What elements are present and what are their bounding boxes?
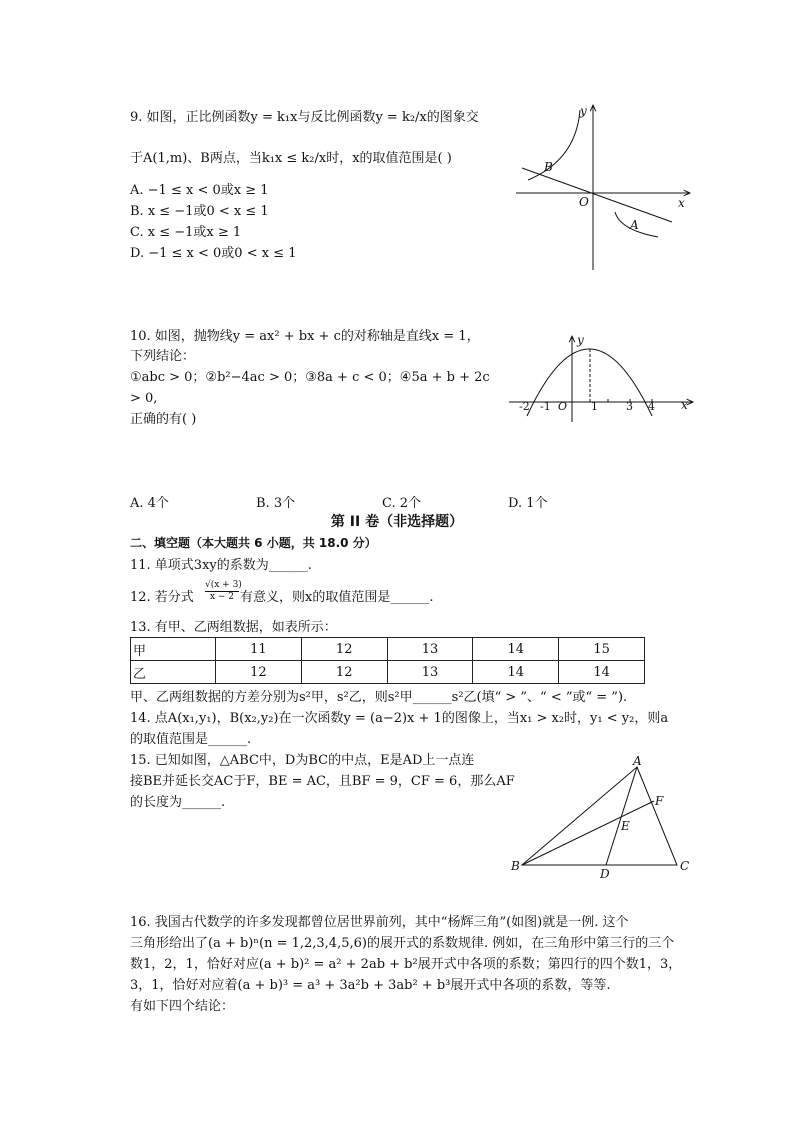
q15-label-c: C [680, 859, 690, 873]
q10-tick-neg2: -2 [519, 400, 530, 413]
q10-label-x: x [681, 398, 688, 412]
q9-text-line1: 9. 如图，正比例函数y = k₁x与反比例函数y = k₂/x的图象交 [130, 110, 479, 125]
q12-numerator: √(x + 3) [205, 580, 242, 590]
q10-tick-3: 3 [626, 400, 633, 413]
q10-prompt: 正确的有( ) [130, 412, 197, 427]
q13-intro: 13. 有甲、乙两组数据，如表所示： [130, 620, 337, 635]
q10-conclusions-cont: > 0, [130, 391, 158, 406]
q9-label-o: O [579, 195, 589, 209]
table-cell: 13 [387, 661, 473, 684]
q13-after: 甲、乙两组数据的方差分别为s²甲，s²乙，则s²甲______s²乙(填“ > ”、“ < ”或“ = ”). [130, 690, 628, 705]
table-cell: 11 [216, 638, 302, 661]
q13-row-label-jia: 甲 [131, 638, 216, 661]
q9-option-c: C. x ≤ −1或x ≥ 1 [130, 225, 242, 240]
table-cell: 12 [301, 638, 387, 661]
q15-label-b: B [511, 859, 520, 873]
q15-label-a: A [633, 755, 642, 768]
q16-line2: 三角形给出了(a + b)ⁿ(n = 1,2,3,4,5,6)的展开式的系数规律. 例如，在三角形中第三行的三个 [130, 936, 675, 951]
q10-conclusions: ①abc > 0；②b²−4ac > 0；③8a + c < 0；④5a + b + 2c [130, 370, 490, 385]
table-cell: 14 [559, 661, 645, 684]
q15-figure [505, 755, 700, 880]
q12-before: 12. 若分式 [130, 590, 194, 605]
q9-option-b: B. x ≤ −1或0 < x ≤ 1 [130, 204, 269, 219]
part2-title: 第 II 卷（非选择题） [330, 514, 464, 530]
table-cell: 12 [216, 661, 302, 684]
q10-option-b: B. 3个 [256, 496, 296, 511]
q12-after: 有意义，则x的取值范围是______. [240, 590, 434, 605]
q9-label-b: B [544, 160, 553, 174]
q10-figure [505, 330, 700, 425]
q9-hyperbola-upper-left [528, 110, 580, 180]
q12-fraction [205, 580, 242, 603]
q15-label-e: E [621, 819, 630, 833]
table-cell: 14 [473, 638, 559, 661]
q10-tick-neg1: -1 [540, 400, 551, 413]
q9-line [522, 168, 672, 222]
q15-line2: 接BE并延长交AC于F，BE = AC，且BF = 9，CF = 6，那么AF [130, 774, 515, 789]
q14-line2: 的取值范围是______. [130, 732, 252, 747]
q15-line3: 的长度为______. [130, 795, 226, 810]
table-cell: 12 [301, 661, 387, 684]
table-row [131, 661, 645, 684]
q9-label-y: y [580, 104, 587, 118]
table-row [131, 638, 645, 661]
q10-tick-4: 4 [648, 400, 655, 413]
q15-triangle-abc [522, 767, 677, 865]
q10-text-line1: 10. 如图，抛物线y = ax² + bx + c的对称轴是直线x = 1， [130, 329, 480, 344]
q10-tick-1: 1 [591, 400, 598, 413]
q16-line1: 16. 我国古代数学的许多发现都曾位居世界前列，其中“杨辉三角”(如图)就是一例. 这个 [130, 915, 629, 930]
q16-line5: 有如下四个结论： [130, 999, 235, 1014]
q15-line1: 15. 已知如图，△ABC中，D为BC的中点，E是AD上一点连 [130, 753, 475, 768]
q15-label-f: F [655, 794, 664, 808]
q16-line3: 数1，2，1，恰好对应(a + b)² = a² + 2ab + b²展开式中各项的系数；第四行的四个数1，3， [130, 957, 682, 972]
q15-segment-bf [522, 801, 654, 865]
q9-label-x: x [678, 196, 685, 210]
q11-text: 11. 单项式3xy的系数为______. [130, 558, 312, 573]
q9-label-a: A [630, 218, 639, 232]
q10-option-d: D. 1个 [508, 496, 548, 511]
q13-table [130, 637, 645, 684]
q10-text-line2: 下列结论： [130, 349, 196, 364]
q12-denominator: x − 2 [209, 592, 235, 602]
q16-line4: 3，1，恰好对应着(a + b)³ = a³ + 3a²b + 3ab² + b³展开式中各项的系数，等等. [130, 978, 611, 993]
q10-label-y: y [577, 333, 584, 347]
q10-option-a: A. 4个 [130, 496, 169, 511]
table-cell: 15 [559, 638, 645, 661]
q10-option-c: C. 2个 [382, 496, 422, 511]
q9-option-a: A. −1 ≤ x < 0或x ≥ 1 [130, 183, 269, 198]
q9-option-d: D. −1 ≤ x < 0或0 < x ≤ 1 [130, 246, 297, 261]
table-cell: 14 [473, 661, 559, 684]
q14-line1: 14. 点A(x₁,y₁)，B(x₂,y₂)在一次函数y = (a−2)x + 1的图像上，当x₁ > x₂时，y₁ < y₂，则a [130, 711, 669, 726]
q13-row-label-yi: 乙 [131, 661, 216, 684]
q15-label-d: D [600, 867, 610, 880]
q9-figure [510, 100, 695, 275]
section2-title: 二、填空题（本大题共 6 小题，共 18.0 分） [130, 536, 377, 550]
q15-segment-ad [606, 767, 637, 865]
q10-label-o: O [558, 400, 568, 413]
q9-text-line2: 于A(1,m)、B两点，当k₁x ≤ k₂/x时，x的取值范围是( ) [130, 151, 452, 166]
table-cell: 13 [387, 638, 473, 661]
